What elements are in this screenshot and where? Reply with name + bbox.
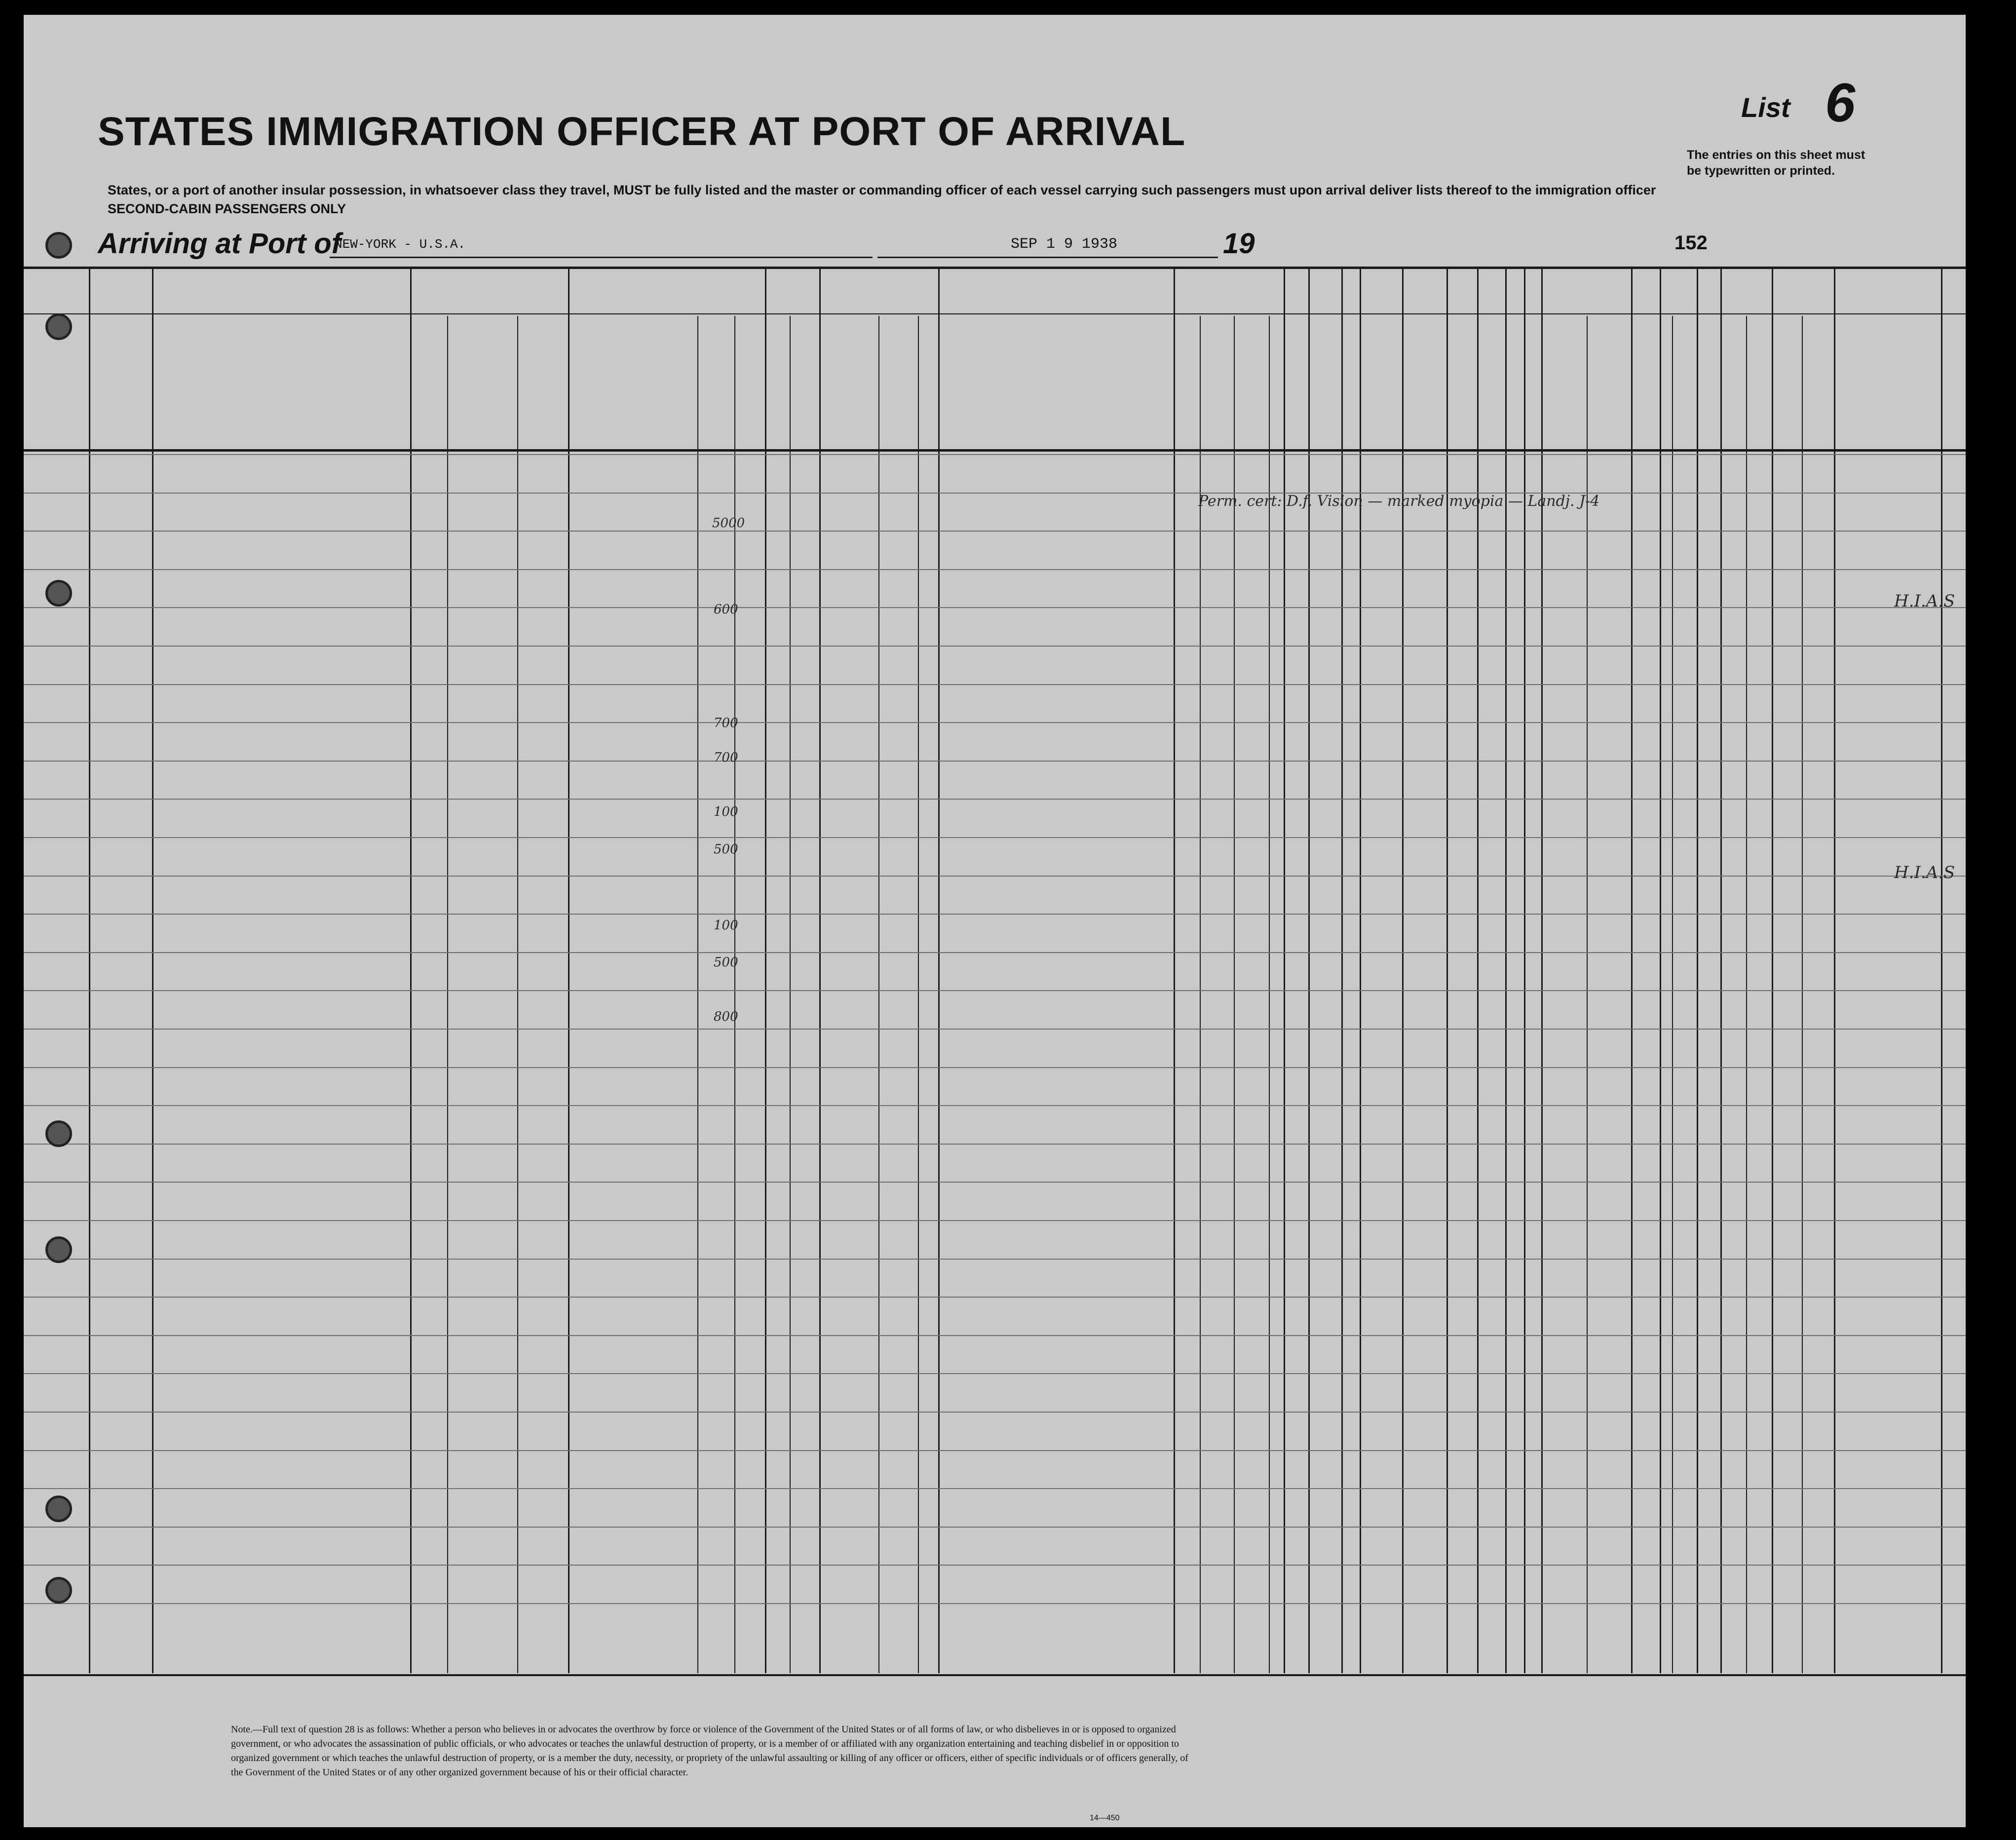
entries-note-line1: The entries on this sheet must: [1687, 148, 1865, 162]
hias-note-row10: H.I.A.S: [1894, 863, 1955, 882]
row-rule: [24, 1144, 1966, 1145]
row-rule: [24, 1182, 1966, 1183]
column-rule: [1284, 268, 1285, 1673]
date-value: SEP 1 9 1938: [1011, 236, 1118, 253]
footnote-question-28: Note.—Full text of question 28 is as follows: Whether a person who believes in or advocates the overthrow by force or violence of the Government of the United States or of all forms of law, or who disbelieves in or is opposed to organized government, or who advocates the assassination of public officials, or who advocates or teaches the unlawful destruction of property, or is a member of or affiliated with any organization entertaining and teaching disbelief in or opposition to organized government or which teaches the unlawful destruction of property, or is a member the duty, necessity, or propriety of the unlawful assaulting or killing of any officer or officers, either of specific individuals or of officers generally, of the Government of the United States or of any other organized government because of his or their official character.: [231, 1724, 1188, 1778]
row-rule: [24, 990, 1966, 991]
row-rule: [24, 1565, 1966, 1566]
column-rule: [1477, 268, 1479, 1673]
form-number: 14—450: [1090, 1814, 1120, 1822]
column-rule-minor: [1672, 316, 1673, 1673]
entries-note-line2: be typewritten or printed.: [1687, 164, 1835, 178]
list-number: 6: [1825, 73, 1856, 133]
column-rule: [1541, 268, 1543, 1673]
date-underline: [877, 257, 1218, 258]
binder-hole: [45, 1577, 72, 1604]
column-rule: [765, 268, 766, 1673]
column-rule: [1341, 268, 1343, 1673]
money-handwritten-10: 500: [714, 842, 738, 857]
hias-note-row3: H.I.A.S: [1894, 591, 1955, 611]
column-rule-minor: [447, 316, 448, 1673]
column-rule: [1697, 268, 1698, 1673]
port-underline: [330, 257, 873, 258]
row-rule: [24, 876, 1966, 877]
row-rule: [24, 1603, 1966, 1604]
money-handwritten-14: 800: [714, 1009, 738, 1024]
column-rule: [1308, 268, 1310, 1673]
row-rule: [24, 1335, 1966, 1336]
page-title: STATES IMMIGRATION OFFICER AT PORT OF ARRIVAL: [98, 109, 1186, 154]
sheet-number: 152: [1674, 232, 1708, 254]
row-rule: [24, 607, 1966, 608]
column-rule: [1720, 268, 1722, 1673]
table-bottom-border: [24, 1674, 1966, 1676]
row-rule: [24, 952, 1966, 953]
binder-hole: [45, 313, 72, 340]
row-rule: [24, 493, 1966, 494]
column-rule: [1941, 268, 1942, 1673]
column-rule-minor: [1587, 316, 1588, 1673]
column-rule-minor: [918, 316, 919, 1673]
manifest-sheet: [24, 15, 1966, 1827]
column-rule: [1360, 268, 1361, 1673]
column-rule: [1446, 268, 1448, 1673]
row-rule: [24, 569, 1966, 570]
column-rule-minor: [1269, 316, 1270, 1673]
column-rule: [410, 268, 412, 1673]
binder-hole: [45, 580, 72, 607]
binder-hole: [45, 232, 72, 259]
money-handwritten-4: 600: [714, 602, 738, 617]
column-rule: [89, 268, 90, 1673]
row1-medical-annotation: Perm. cert: D.f. Vision — marked myopia — Landj. J-4: [1198, 493, 1600, 510]
column-number-rule: [24, 313, 1966, 314]
row-rule: [24, 1029, 1966, 1030]
list-label: List: [1741, 92, 1790, 123]
money-handwritten-13: 500: [714, 955, 738, 970]
port-value: NEW-YORK - U.S.A.: [335, 237, 466, 252]
column-rule-minor: [1200, 316, 1201, 1673]
column-rule-minor: [517, 316, 518, 1673]
row-rule: [24, 684, 1966, 685]
row-rule: [24, 1105, 1966, 1106]
arriving-label: Arriving at Port of: [98, 228, 342, 260]
column-rule-minor: [878, 316, 879, 1673]
column-rule: [819, 268, 821, 1673]
row-rule: [24, 1488, 1966, 1489]
money-handwritten-1: 5000: [712, 516, 745, 531]
year-prefix: 19: [1223, 228, 1255, 260]
column-rule-minor: [1746, 316, 1747, 1673]
column-rule: [1772, 268, 1773, 1673]
row-rule: [24, 1067, 1966, 1068]
money-handwritten-12: 100: [714, 918, 738, 933]
subtitle-line2: SECOND-CABIN PASSENGERS ONLY: [108, 201, 346, 216]
row-rule: [24, 1220, 1966, 1221]
column-rule: [1631, 268, 1633, 1673]
row-rule: [24, 454, 1966, 455]
column-rule-minor: [1234, 316, 1235, 1673]
column-rule: [1660, 268, 1661, 1673]
column-rule: [1402, 268, 1404, 1673]
subtitle-line1: States, or a port of another insular possession, in whatsoever class they travel, MUST be fully listed and the master or commanding officer of each vessel carrying such passengers must upon arrival deliver lists thereof to the immigration officer: [108, 183, 1656, 197]
row-rule: [24, 1527, 1966, 1528]
money-handwritten-6: 700: [714, 716, 738, 730]
row-rule: [24, 722, 1966, 723]
column-rule: [1834, 268, 1835, 1673]
table-top-border: [24, 267, 1966, 269]
column-rule: [1524, 268, 1525, 1673]
money-handwritten-9: 100: [714, 805, 738, 819]
column-rule-minor: [790, 316, 791, 1673]
money-handwritten-7: 700: [714, 750, 738, 765]
column-rule: [938, 268, 940, 1673]
row-rule: [24, 531, 1966, 532]
column-rule: [568, 268, 570, 1673]
row-rule: [24, 1373, 1966, 1374]
row-rule: [24, 1450, 1966, 1451]
column-rule: [1505, 268, 1507, 1673]
column-rule: [1174, 268, 1175, 1673]
row-rule: [24, 1412, 1966, 1413]
row-rule: [24, 837, 1966, 838]
header-bottom-border: [24, 449, 1966, 452]
row-rule: [24, 646, 1966, 647]
binder-hole: [45, 1236, 72, 1263]
column-rule-minor: [697, 316, 698, 1673]
column-rule-minor: [1802, 316, 1803, 1673]
binder-hole: [45, 1120, 72, 1147]
binder-hole: [45, 1495, 72, 1522]
row-rule: [24, 1297, 1966, 1298]
row-rule: [24, 1259, 1966, 1260]
row-rule: [24, 914, 1966, 915]
row-rule: [24, 761, 1966, 762]
column-rule: [152, 268, 153, 1673]
row-rule: [24, 799, 1966, 800]
